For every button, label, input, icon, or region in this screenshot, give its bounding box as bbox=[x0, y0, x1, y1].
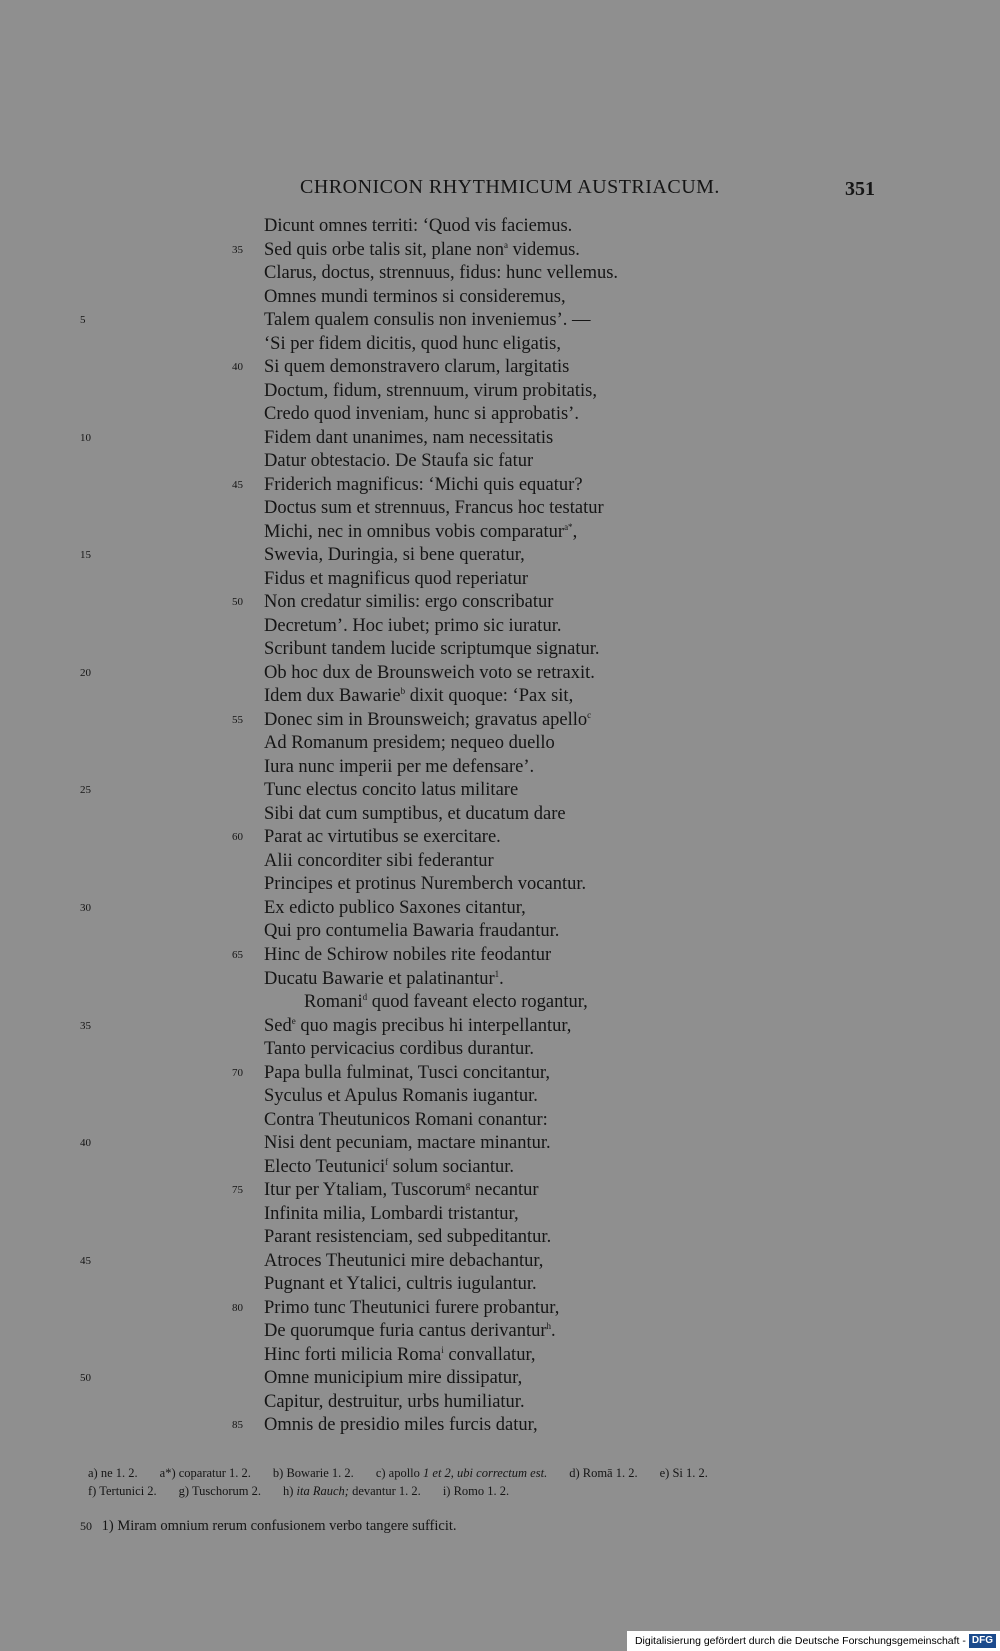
verse-line bbox=[0, 850, 1000, 874]
verse-line bbox=[0, 1297, 1000, 1321]
verse-number: 50 bbox=[232, 596, 243, 609]
verse-line bbox=[0, 1273, 1000, 1297]
verse-line bbox=[0, 1203, 1000, 1227]
outer-line-number: 15 bbox=[80, 549, 91, 562]
verse-text: Ad Romanum presidem; nequeo duello bbox=[264, 733, 555, 754]
verse-line bbox=[0, 803, 1000, 827]
verse-line bbox=[0, 1132, 1000, 1156]
verse-text: Sed quis orbe talis sit, plane non$^a$ videmus. bbox=[264, 239, 580, 260]
verse-text: Atroces Theutunici mire debachantur, bbox=[264, 1250, 544, 1271]
outer-line-number: 20 bbox=[80, 666, 91, 679]
verse-text: Friderich magnificus: ‘Michi quis equatur? bbox=[264, 474, 583, 495]
verse-line bbox=[0, 1250, 1000, 1274]
footnote: a) ne 1. 2. bbox=[88, 1466, 138, 1480]
verse-line bbox=[0, 638, 1000, 662]
verse-number: 45 bbox=[232, 478, 243, 491]
verse-number: 55 bbox=[232, 713, 243, 726]
verse-line bbox=[0, 685, 1000, 709]
verse-number: 70 bbox=[232, 1066, 243, 1079]
credit-text: Digitalisierung gefördert durch die Deutsche Forschungsgemeinschaft - bbox=[634, 1635, 966, 1647]
verse-text: Doctum, fidum, strennuum, virum probitatis, bbox=[264, 380, 597, 401]
verse-text: Michi, nec in omnibus vobis comparatur$^{a*}$, bbox=[264, 521, 578, 542]
outer-line-number: 35 bbox=[80, 1019, 91, 1032]
verse-text: Parant resistenciam, sed subpeditantur. bbox=[264, 1227, 552, 1248]
verse-text: Tunc electus concito latus militare bbox=[264, 780, 519, 801]
footnote: h) ita Rauch; devantur 1. 2. bbox=[282, 1484, 421, 1498]
verse-text: Parat ac virtutibus se exercitare. bbox=[264, 827, 501, 848]
verse-line bbox=[0, 568, 1000, 592]
verse-line bbox=[0, 1344, 1000, 1368]
verse-number: 85 bbox=[232, 1419, 243, 1432]
digitization-credit bbox=[627, 1631, 1000, 1651]
footnote: d) Romā 1. 2. bbox=[569, 1466, 638, 1480]
verse-text: Papa bulla fulminat, Tusci concitantur, bbox=[264, 1062, 550, 1083]
verse-text: Idem dux Bawarie$^b$ dixit quoque: ‘Pax sit, bbox=[264, 686, 574, 707]
outer-line-number: 10 bbox=[80, 431, 91, 444]
commentary-line-number: 50 bbox=[80, 1519, 92, 1533]
verse-text: Syculus et Apulus Romanis iugantur. bbox=[264, 1086, 538, 1107]
verse-line bbox=[0, 286, 1000, 310]
verse-line bbox=[0, 779, 1000, 803]
verse-line bbox=[0, 615, 1000, 639]
verse-text: Si quem demonstravero clarum, largitatis bbox=[264, 357, 570, 378]
verse-text: Principes et protinus Nuremberch vocantur. bbox=[264, 874, 587, 895]
verse-line bbox=[0, 1391, 1000, 1415]
verse-line bbox=[0, 333, 1000, 357]
verse-line bbox=[0, 1038, 1000, 1062]
verse-text: Swevia, Duringia, si bene queratur, bbox=[264, 545, 525, 566]
verse-line bbox=[0, 920, 1000, 944]
verse-text: Pugnant et Ytalici, cultris iugulantur. bbox=[264, 1274, 537, 1295]
verse-line bbox=[0, 968, 1000, 992]
verse-line bbox=[0, 450, 1000, 474]
verse-line bbox=[0, 356, 1000, 380]
outer-line-number: 45 bbox=[80, 1254, 91, 1267]
footnote-row bbox=[88, 1482, 888, 1500]
verse-text: Electo Teutunici$^f$ solum sociantur. bbox=[264, 1156, 515, 1177]
verse-number: 65 bbox=[232, 948, 243, 961]
verse-line bbox=[0, 215, 1000, 239]
footnote: e) Si 1. 2. bbox=[659, 1466, 708, 1480]
verse-text: Alii concorditer sibi federantur bbox=[264, 850, 494, 871]
footnote: f) Tertunici 2. bbox=[88, 1484, 157, 1498]
verse-line bbox=[0, 521, 1000, 545]
verse-text: Fidus et magnificus quod reperiatur bbox=[264, 568, 529, 589]
verse-text: Sed$^e$ quo magis precibus hi interpellantur, bbox=[264, 1015, 572, 1036]
verse-line bbox=[0, 591, 1000, 615]
verse-line bbox=[0, 709, 1000, 733]
verse-line bbox=[0, 1062, 1000, 1086]
verse-line bbox=[0, 427, 1000, 451]
verse-text: Contra Theutunicos Romani conantur: bbox=[264, 1109, 548, 1130]
dfg-logo: DFG bbox=[969, 1634, 996, 1648]
verse-text: Donec sim in Brounsweich; gravatus apello$^c$ bbox=[264, 709, 592, 730]
verse-line bbox=[0, 944, 1000, 968]
verse-text: Nisi dent pecuniam, mactare minantur. bbox=[264, 1133, 551, 1154]
outer-line-number: 40 bbox=[80, 1137, 91, 1150]
verse-number: 35 bbox=[232, 243, 243, 256]
verse-text: Infinita milia, Lombardi tristantur, bbox=[264, 1203, 519, 1224]
verse-text: Romani$^d$ quod faveant electo rogantur, bbox=[304, 992, 588, 1013]
verse-line bbox=[0, 1414, 1000, 1438]
running-header-title: CHRONICON RHYTHMICUM AUSTRIACUM. bbox=[300, 176, 720, 198]
poem-text-block bbox=[0, 215, 1000, 1438]
verse-line bbox=[0, 380, 1000, 404]
footnote: g) Tuschorum 2. bbox=[178, 1484, 261, 1498]
verse-text: Omne municipium mire dissipatur, bbox=[264, 1368, 523, 1389]
verse-text: Datur obtestacio. De Staufa sic fatur bbox=[264, 451, 534, 472]
verse-line bbox=[0, 1226, 1000, 1250]
verse-text: Fidem dant unanimes, nam necessitatis bbox=[264, 427, 554, 448]
verse-text: Credo quod inveniam, hunc si approbatis’. bbox=[264, 404, 579, 425]
verse-line bbox=[0, 1109, 1000, 1133]
verse-text: Capitur, destruitur, urbs humiliatur. bbox=[264, 1391, 525, 1412]
footnote: i) Romo 1. 2. bbox=[442, 1484, 510, 1498]
footnote: a*) coparatur 1. 2. bbox=[159, 1466, 251, 1480]
verse-text: ‘Si per fidem dicitis, quod hunc eligatis, bbox=[264, 333, 561, 354]
verse-text: Primo tunc Theutunici furere probantur, bbox=[264, 1297, 560, 1318]
verse-line bbox=[0, 897, 1000, 921]
verse-line bbox=[0, 732, 1000, 756]
verse-text: Clarus, doctus, strennuus, fidus: hunc vellemus. bbox=[264, 263, 619, 284]
verse-line bbox=[0, 1179, 1000, 1203]
outer-line-number: 50 bbox=[80, 1372, 91, 1385]
verse-text: Dicunt omnes territi: ‘Quod vis faciemus. bbox=[264, 216, 573, 236]
commentary-note bbox=[80, 1518, 457, 1535]
verse-text: Ex edicto publico Saxones citantur, bbox=[264, 897, 526, 918]
outer-line-number: 30 bbox=[80, 901, 91, 914]
verse-text: Hinc forti milicia Roma$^i$ convallatur, bbox=[264, 1344, 536, 1365]
page-number: 351 bbox=[845, 178, 875, 200]
verse-number: 75 bbox=[232, 1184, 243, 1197]
verse-text: De quorumque furia cantus derivantur$^h$. bbox=[264, 1321, 556, 1342]
verse-text: Omnes mundi terminos si consideremus, bbox=[264, 286, 566, 307]
verse-text: Itur per Ytaliam, Tuscorum$^g$ necantur bbox=[264, 1180, 539, 1201]
verse-number: 60 bbox=[232, 831, 243, 844]
verse-text: Iura nunc imperii per me defensare’. bbox=[264, 756, 535, 777]
verse-line bbox=[0, 1320, 1000, 1344]
verse-line bbox=[0, 309, 1000, 333]
verse-line bbox=[0, 403, 1000, 427]
verse-line bbox=[0, 544, 1000, 568]
verse-line bbox=[0, 262, 1000, 286]
outer-line-number: 25 bbox=[80, 784, 91, 797]
verse-text: Hinc de Schirow nobiles rite feodantur bbox=[264, 944, 552, 965]
verse-number: 80 bbox=[232, 1301, 243, 1314]
verse-text: Talem qualem consulis non inveniemus’. — bbox=[264, 310, 591, 331]
verse-text: Qui pro contumelia Bawaria fraudantur. bbox=[264, 921, 560, 942]
verse-text: Omnis de presidio miles furcis datur, bbox=[264, 1415, 538, 1436]
verse-text: Ducatu Bawarie et palatinantur$^1$. bbox=[264, 968, 504, 989]
commentary-text: 1) Miram omnium rerum confusionem verbo tangere sufficit. bbox=[101, 1518, 457, 1534]
verse-line bbox=[0, 1156, 1000, 1180]
verse-line bbox=[0, 1085, 1000, 1109]
verse-line bbox=[0, 239, 1000, 263]
verse-line bbox=[0, 497, 1000, 521]
verse-text: Tanto pervicacius cordibus durantur. bbox=[264, 1039, 534, 1060]
verse-line bbox=[0, 1367, 1000, 1391]
outer-line-number: 5 bbox=[80, 314, 86, 327]
verse-line bbox=[0, 991, 1000, 1015]
verse-line bbox=[0, 873, 1000, 897]
verse-line bbox=[0, 662, 1000, 686]
verse-text: Ob hoc dux de Brounsweich voto se retraxit. bbox=[264, 662, 595, 683]
verse-text: Doctus sum et strennuus, Francus hoc testatur bbox=[264, 498, 604, 519]
verse-line bbox=[0, 474, 1000, 498]
verse-text: Sibi dat cum sumptibus, et ducatum dare bbox=[264, 803, 566, 824]
verse-number: 40 bbox=[232, 361, 243, 374]
footnote-row bbox=[88, 1464, 888, 1482]
verse-line bbox=[0, 1015, 1000, 1039]
verse-text: Scribunt tandem lucide scriptumque signatur. bbox=[264, 639, 600, 660]
verse-text: Decretum’. Hoc iubet; primo sic iuratur. bbox=[264, 615, 562, 636]
verse-line bbox=[0, 756, 1000, 780]
footnote: b) Bowarie 1. 2. bbox=[272, 1466, 354, 1480]
verse-text: Non credatur similis: ergo conscribatur bbox=[264, 592, 554, 613]
verse-line bbox=[0, 826, 1000, 850]
footnotes-block bbox=[88, 1464, 888, 1500]
footnote: c) apollo 1 et 2, ubi correctum est. bbox=[375, 1466, 548, 1480]
